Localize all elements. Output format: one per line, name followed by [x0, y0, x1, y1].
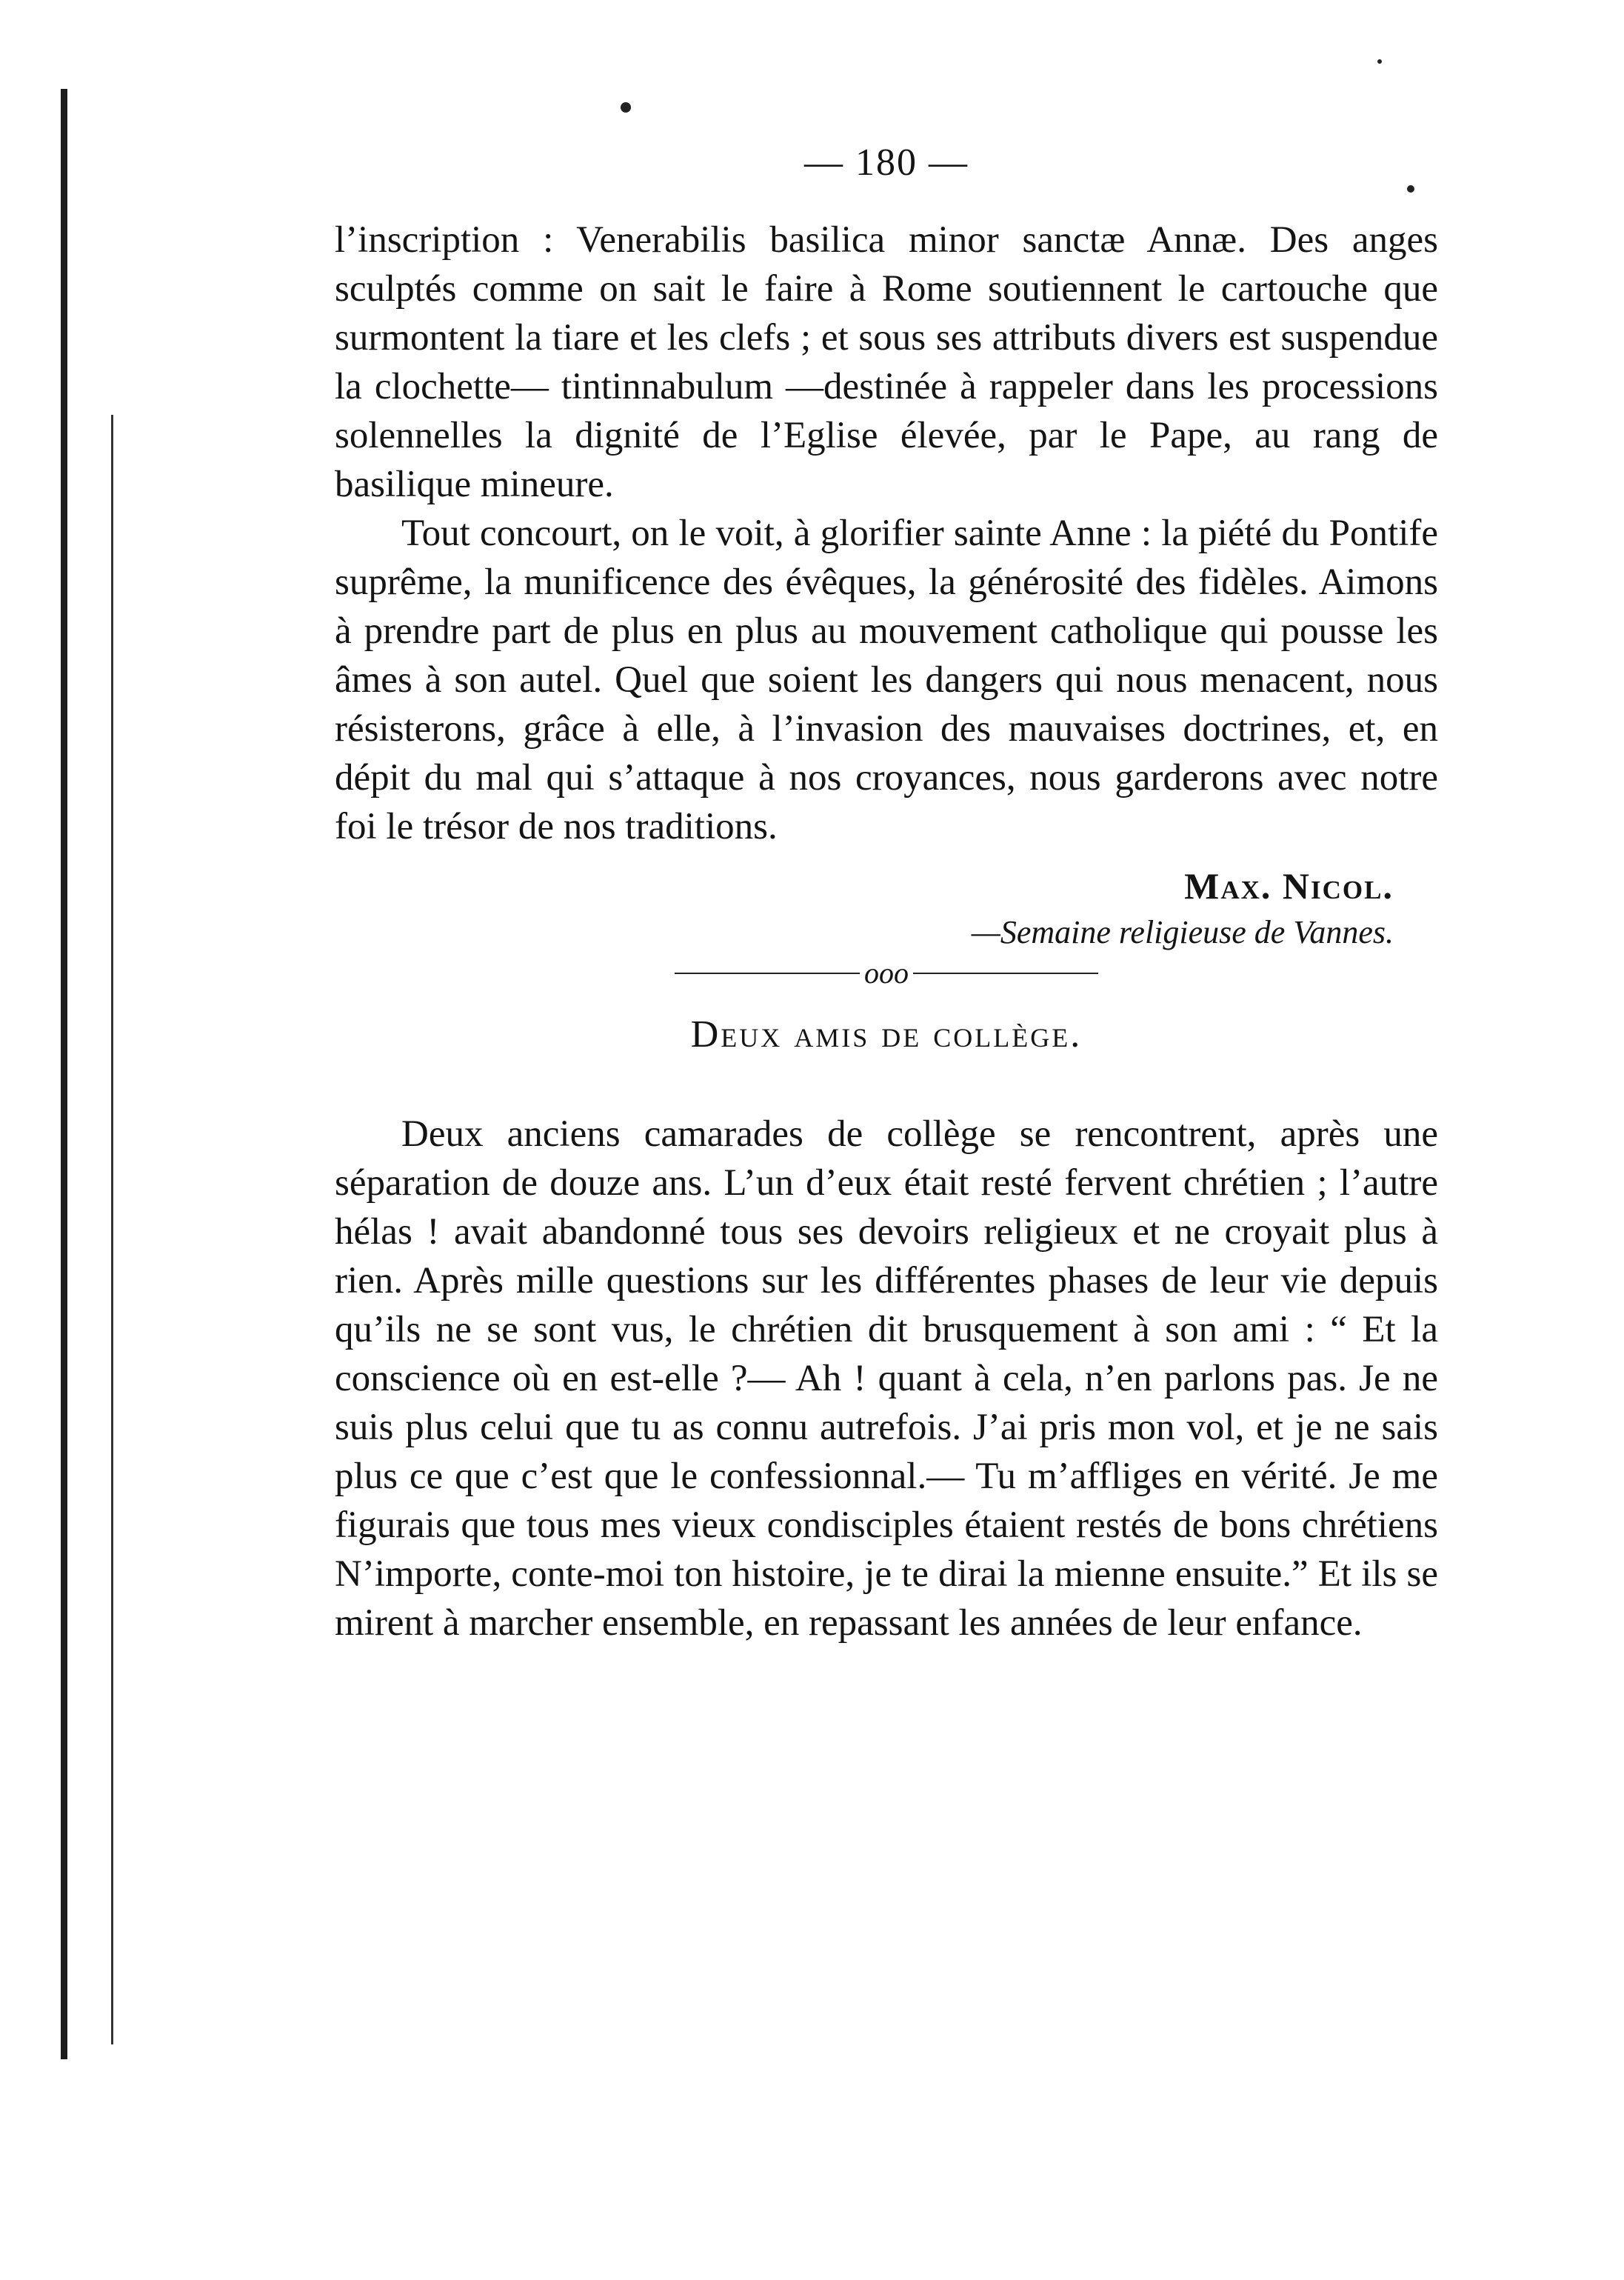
- article-continued: [335, 216, 1438, 851]
- paragraph: l’inscription : Venerabilis basilica minor sanctæ Annæ. Des anges sculptés comme on sait le faire à Rome soutiennent le cartouche que surmontent la tiare et les clefs ; et sous ses attributs divers est suspendue la clochette— tintinnabulum —destinée à rappeler dans les processions solennelles la dignité de l’Eglise élevée, par le Pape, au rang de basilique mineure.: [335, 219, 1438, 505]
- author-signature: Max. Nicol.: [1184, 865, 1394, 907]
- margin-faint-line: [111, 415, 113, 2044]
- article-deux-amis: [335, 1110, 1438, 1647]
- margin-binding-line: [61, 89, 67, 2059]
- separator-line: [913, 973, 1098, 974]
- source-citation: —Semaine religieuse de Vannes.: [971, 914, 1394, 950]
- ink-speck: [1377, 59, 1382, 64]
- section-separator: [335, 956, 1438, 990]
- section-title: Deux amis de collège.: [690, 1013, 1083, 1056]
- separator-line: [675, 973, 860, 974]
- separator-ornament: ooo: [864, 956, 909, 990]
- paragraph: Deux anciens camarades de collège se rencontrent, après une séparation de douze ans. L’un d’eux était resté fervent chrétien ; l’autre hélas ! avait abandonné tous ses devoirs religieux et ne croyait plus à rien. Après mille questions sur les différentes phases de leur vie depuis qu’ils ne se sont vus, le chrétien dit brusquement à son ami : “ Et la conscience où en est-elle ?— Ah ! quant à cela, n’en parlons pas. Je ne suis plus celui que tu as connu autrefois. J’ai pris mon vol, et je ne sais plus ce que c’est que le confessionnal.— Tu m’affliges en vérité. Je me figurais que tous mes vieux condisciples étaient restés de bons chrétiens N’importe, conte-moi ton histoire, je te dirai la mienne ensuite.” Et ils se mirent à marcher ensemble, en repassant les années de leur enfance.: [335, 1113, 1438, 1644]
- paragraph: Tout concourt, on le voit, à glorifier sainte Anne : la piété du Pontife suprême, la munificence des évêques, la générosité des fidèles. Aimons à prendre part de plus en plus au mouvement catholique qui pousse les âmes à son autel. Quel que soient les dangers qui nous menacent, nous résisterons, grâce à elle, à l’invasion des mauvaises doctrines, et, en dépit du mal qui s’attaque à nos croyances, nous garderons avec notre foi le trésor de nos traditions.: [335, 513, 1438, 847]
- page-number: — 180 —: [804, 141, 969, 184]
- page-content: [335, 141, 1438, 1647]
- ink-speck: [621, 102, 631, 113]
